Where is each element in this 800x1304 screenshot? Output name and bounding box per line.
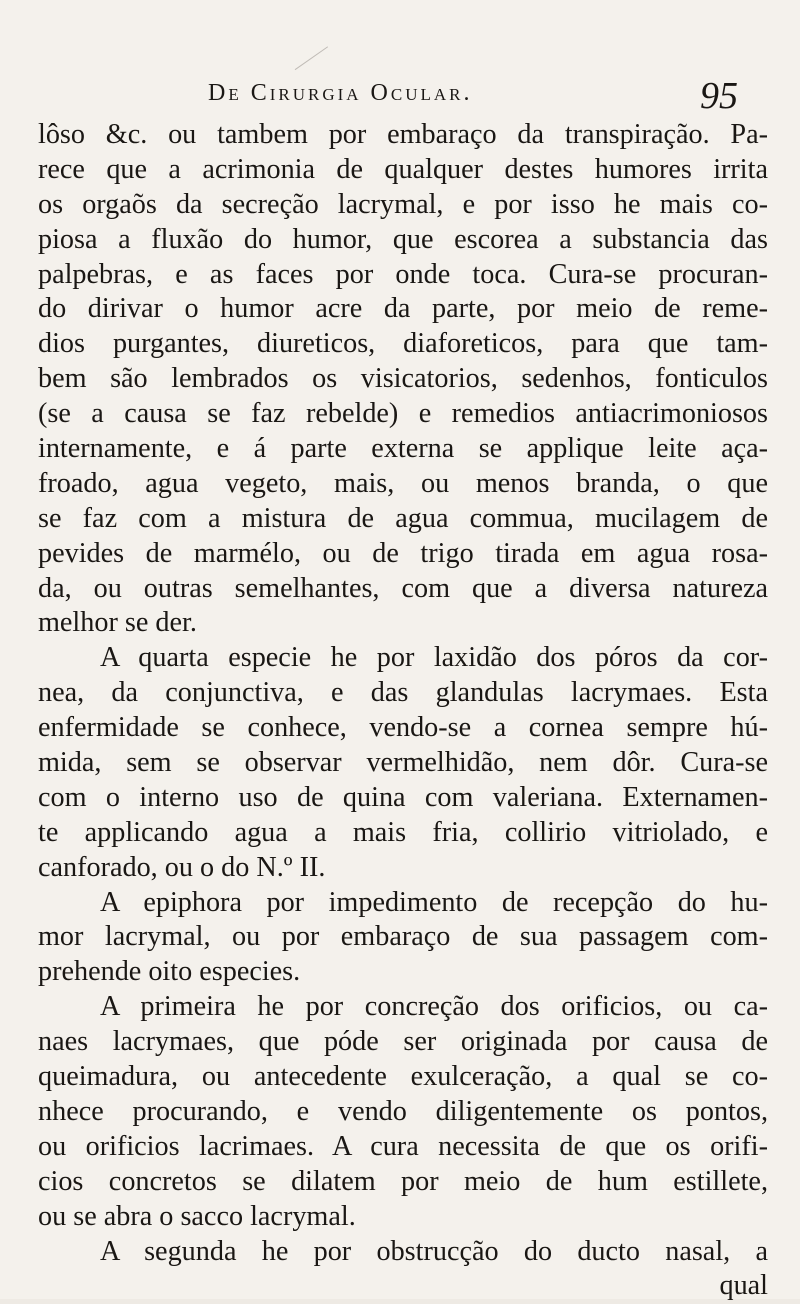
text-line: internamente, e á parte externa se applique leite aça- xyxy=(38,433,768,465)
text-line: lôso &c. ou tambem por embaraço da transpiração. Pa- xyxy=(38,119,768,150)
body-text xyxy=(38,118,768,1304)
text-line: canforado, ou o do N.º II. xyxy=(38,851,326,883)
text-line: pevides de marmélo, ou de trigo tirada em agua rosa- xyxy=(38,537,768,569)
text-line: A epiphora por impedimento de recepção do hu- xyxy=(100,886,768,918)
text-line: queimadura, ou antecedente exulceração, a qual se co- xyxy=(38,1061,768,1093)
text-line: nea, da conjunctiva, e das glandulas lacrymaes. Esta xyxy=(38,677,768,709)
text-line: ou se abra o sacco lacrymal. xyxy=(38,1200,356,1232)
text-line: A segunda he por obstrucção do ducto nasal, a xyxy=(100,1235,768,1267)
text-line: froado, agua vegeto, mais, ou menos branda, o que xyxy=(38,467,768,499)
text-line: (se a causa se faz rebelde) e remedios antiacrimoniosos xyxy=(38,398,768,430)
text-line: piosa a fluxão do humor, que escorea a substancia das xyxy=(38,223,768,255)
text-line: rece que a acrimonia de qualquer destes humores irrita xyxy=(38,153,768,185)
text-line: ou orificios lacrimaes. A cura necessita de que os orifi- xyxy=(38,1130,768,1162)
text-line: bem são lembrados os visicatorios, sedenhos, fonticulos xyxy=(38,363,768,395)
text-line: com o interno uso de quina com valeriana. Externamen- xyxy=(38,781,768,813)
text-line: A quarta especie he por laxidão dos póros da cor- xyxy=(100,642,768,674)
text-line: nhece procurando, e vendo diligentemente os pontos, xyxy=(38,1095,768,1127)
running-header: De Cirurgia Ocular. xyxy=(208,80,473,106)
text-line: prehende oito especies. xyxy=(38,956,301,988)
catchword: qual xyxy=(719,1270,768,1302)
text-line: palpebras, e as faces por onde toca. Cura-se procuran- xyxy=(38,258,768,290)
text-line: enfermidade se conhece, vendo-se a cornea sempre hú- xyxy=(38,712,768,744)
text-line: mida, sem se observar vermelhidão, nem dôr. Cura-se xyxy=(38,747,768,779)
text-line: mor lacrymal, ou por embaraço de sua passagem com- xyxy=(38,921,768,953)
text-line: dios purgantes, diureticos, diaforeticos, para que tam- xyxy=(38,328,768,360)
text-line: te applicando agua a mais fria, collirio vitriolado, e xyxy=(38,816,768,848)
page-number: 95 xyxy=(700,75,738,117)
text-line: da, ou outras semelhantes, com que a diversa natureza xyxy=(38,572,768,604)
text-line: do dirivar o humor acre da parte, por meio de reme- xyxy=(38,293,768,325)
text-line: os orgaõs da secreção lacrymal, e por isso he mais co- xyxy=(38,188,768,220)
text-line: A primeira he por concreção dos orificios, ou ca- xyxy=(100,991,768,1023)
text-line: melhor se der. xyxy=(38,607,197,639)
text-line: naes lacrymaes, que póde ser originada por causa de xyxy=(38,1026,768,1058)
text-line: se faz com a mistura de agua commua, mucilagem de xyxy=(38,502,768,534)
text-line: cios concretos se dilatem por meio de hum estillete, xyxy=(38,1165,768,1197)
